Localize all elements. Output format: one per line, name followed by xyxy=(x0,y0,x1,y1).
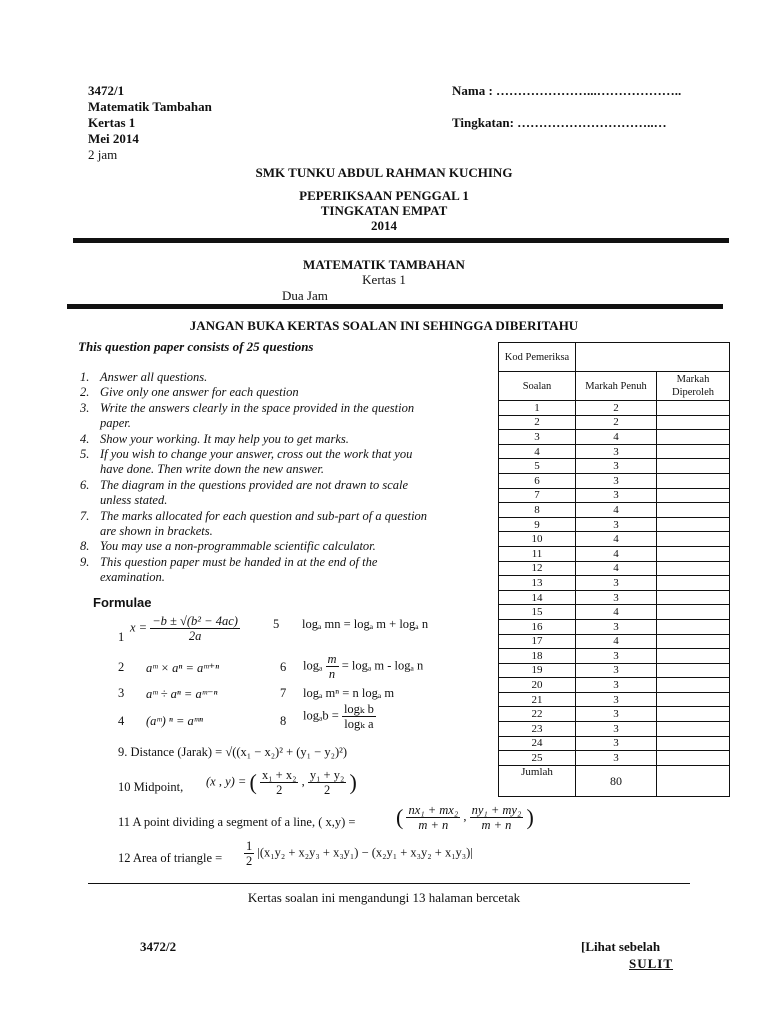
question-number-cell: 3 xyxy=(499,430,576,445)
question-number-cell: 20 xyxy=(499,678,576,693)
total-value-cell: 80 xyxy=(576,765,657,796)
table-row xyxy=(499,605,730,620)
subject-title: MATEMATIK TAMBAHAN xyxy=(303,257,465,272)
formula-2-number: 2 xyxy=(118,660,125,674)
form-field-label: Tingkatan: …………………………..… xyxy=(452,115,667,130)
full-marks-cell: 4 xyxy=(576,634,657,649)
question-number-cell: 10 xyxy=(499,532,576,547)
exam-level: TINGKATAN EMPAT xyxy=(320,203,448,218)
full-marks-cell: 3 xyxy=(576,736,657,751)
page-count-text: Kertas soalan ini mengandungi 13 halaman bercetak xyxy=(247,890,521,905)
paper-info xyxy=(88,83,212,163)
full-marks-cell: 3 xyxy=(576,473,657,488)
full-marks-cell: 3 xyxy=(576,576,657,591)
paper-label: Kertas 1 xyxy=(362,272,406,287)
total-row xyxy=(499,765,730,796)
question-number-cell: 13 xyxy=(499,576,576,591)
paper-subject: Matematik Tambahan xyxy=(88,99,212,114)
exam-title: PEPERIKSAAN PENGGAL 1 xyxy=(299,188,469,203)
paper-number: Kertas 1 xyxy=(88,115,136,130)
obtained-marks-cell[interactable] xyxy=(657,561,730,576)
obtained-marks-cell[interactable] xyxy=(657,634,730,649)
question-number-cell: 4 xyxy=(499,444,576,459)
instruction-item: 5. If you wish to change your answer, cross out the work that you xyxy=(80,447,413,462)
formula-7-number: 7 xyxy=(280,686,287,700)
formula-4: (aᵐ) ⁿ = aᵐⁿ xyxy=(146,714,203,728)
table-row xyxy=(499,707,730,722)
obtained-marks-cell[interactable] xyxy=(657,473,730,488)
question-number-cell: 21 xyxy=(499,692,576,707)
obtained-marks-cell[interactable] xyxy=(657,692,730,707)
full-marks-cell: 4 xyxy=(576,430,657,445)
table-header-row-1 xyxy=(499,343,730,372)
question-number-cell: 18 xyxy=(499,649,576,664)
formula-2: aᵐ × aⁿ = aᵐ⁺ⁿ xyxy=(146,661,220,675)
question-number-cell: 15 xyxy=(499,605,576,620)
full-marks-cell: 3 xyxy=(576,459,657,474)
warning-text: JANGAN BUKA KERTAS SOALAN INI SEHINGGA DIBERITAHU xyxy=(189,318,579,333)
obtained-marks-cell[interactable] xyxy=(657,430,730,445)
table-header-row-2 xyxy=(499,372,730,401)
footer-code: 3472/2 xyxy=(140,939,177,954)
total-obtained-cell[interactable] xyxy=(657,765,730,796)
table-row xyxy=(499,532,730,547)
full-marks-cell: 3 xyxy=(576,722,657,737)
question-number-cell: 12 xyxy=(499,561,576,576)
full-marks-cell: 3 xyxy=(576,707,657,722)
question-number-cell: 25 xyxy=(499,751,576,766)
full-marks-cell: 4 xyxy=(576,546,657,561)
instruction-item: 1. Answer all questions. xyxy=(80,370,208,384)
full-marks-cell: 3 xyxy=(576,517,657,532)
instruction-item: 6. The diagram in the questions provided are not drawn to scale xyxy=(80,477,409,492)
duration-label: Dua Jam xyxy=(282,288,328,303)
question-number-cell: 1 xyxy=(499,401,576,416)
marks-table xyxy=(498,342,730,797)
instruction-item-cont: paper. xyxy=(100,416,131,431)
obtained-marks-cell[interactable] xyxy=(657,401,730,416)
obtained-marks-cell[interactable] xyxy=(657,707,730,722)
instruction-item-cont: are shown in brackets. xyxy=(100,524,213,539)
obtained-marks-cell[interactable] xyxy=(657,503,730,518)
formula-4-number: 4 xyxy=(118,714,125,728)
formula-11-label: 11 A point dividing a segment of a line, ( x,y) = xyxy=(118,815,356,829)
instruction-item: 8. You may use a non-programmable scientific calculator. xyxy=(80,539,376,554)
formulae-heading: Formulae xyxy=(93,595,152,610)
table-row xyxy=(499,488,730,503)
question-number-cell: 19 xyxy=(499,663,576,678)
table-row xyxy=(499,546,730,561)
paper-code: 3472/1 xyxy=(88,83,125,98)
next-page-label: [Lihat sebelah xyxy=(581,939,661,954)
paper-duration: 2 jam xyxy=(88,147,118,162)
table-row xyxy=(499,663,730,678)
header-markah-diperoleh: Markah Diperoleh xyxy=(657,372,730,401)
formula-10-label: 10 Midpoint, xyxy=(118,780,184,794)
table-row xyxy=(499,473,730,488)
question-number-cell: 14 xyxy=(499,590,576,605)
formula-3: aᵐ ÷ aⁿ = aᵐ⁻ⁿ xyxy=(146,687,218,701)
full-marks-cell: 4 xyxy=(576,561,657,576)
full-marks-cell: 3 xyxy=(576,590,657,605)
intro-text: This question paper consists of 25 questions xyxy=(78,339,314,354)
formula-12: $\frac{1}{2}$ |(x₁y₂ + x₂y₃ + x₃y₁) − (x₂y₁ + x₃y₂ + x₁y₃)| xyxy=(246,839,473,868)
obtained-marks-cell[interactable] xyxy=(657,532,730,547)
obtained-marks-cell[interactable] xyxy=(657,605,730,620)
formula-8: logₐb = $\frac{\text{logₖ b}}{\text{logₖ a}}$ xyxy=(303,702,374,731)
obtained-marks-cell[interactable] xyxy=(657,415,730,430)
table-row xyxy=(499,444,730,459)
header-markah-penuh: Markah Penuh xyxy=(576,372,657,401)
table-row xyxy=(499,692,730,707)
table-row xyxy=(499,751,730,766)
formula-12-label: 12 Area of triangle = xyxy=(118,851,223,865)
obtained-marks-cell[interactable] xyxy=(657,444,730,459)
question-number-cell: 7 xyxy=(499,488,576,503)
full-marks-cell: 4 xyxy=(576,503,657,518)
total-label-cell: Jumlah xyxy=(499,765,576,796)
obtained-marks-cell[interactable] xyxy=(657,678,730,693)
obtained-marks-cell[interactable] xyxy=(657,488,730,503)
table-row xyxy=(499,415,730,430)
examiner-code-cell xyxy=(576,343,730,372)
instruction-item-cont: unless stated. xyxy=(100,493,168,508)
formula-6: logₐ $\frac{m}{n}$ = logₐ m - logₐ n xyxy=(303,652,424,681)
table-row xyxy=(499,561,730,576)
obtained-marks-cell[interactable] xyxy=(657,736,730,751)
formula-10: (x , y) = ( $\frac{\text{x₁ + x₂}}{2}$ , $\frac{\text{y₁ + y₂}}{2}$ ) xyxy=(206,768,357,797)
formula-3-number: 3 xyxy=(118,686,125,700)
formula-11: ( $\frac{\text{nx₁ + mx₂}}{m + n}$ , $\frac{\text{ny₁ + my₂}}{m + n}$ ) xyxy=(396,803,534,832)
paper-date: Mei 2014 xyxy=(88,131,139,146)
full-marks-cell: 3 xyxy=(576,751,657,766)
full-marks-cell: 3 xyxy=(576,663,657,678)
instruction-item: 2. Give only one answer for each question xyxy=(80,385,299,400)
table-row xyxy=(499,736,730,751)
table-row xyxy=(499,634,730,649)
question-number-cell: 24 xyxy=(499,736,576,751)
full-marks-cell: 3 xyxy=(576,678,657,693)
obtained-marks-cell[interactable] xyxy=(657,546,730,561)
table-row xyxy=(499,503,730,518)
school-name: SMK TUNKU ABDUL RAHMAN KUCHING xyxy=(255,165,513,180)
obtained-marks-cell[interactable] xyxy=(657,649,730,664)
exam-year: 2014 xyxy=(371,218,397,233)
name-field-label: Nama : …………………...……………….. xyxy=(452,83,682,98)
table-row xyxy=(499,678,730,693)
instructions-list xyxy=(80,370,478,586)
full-marks-cell: 2 xyxy=(576,401,657,416)
divider-middle xyxy=(67,304,723,309)
question-number-cell: 11 xyxy=(499,546,576,561)
obtained-marks-cell[interactable] xyxy=(657,619,730,634)
table-row xyxy=(499,401,730,416)
question-number-cell: 17 xyxy=(499,634,576,649)
table-row xyxy=(499,517,730,532)
full-marks-cell: 3 xyxy=(576,692,657,707)
instruction-item-cont: examination. xyxy=(100,570,165,585)
formula-1-number: 1 xyxy=(118,630,125,644)
footer-divider xyxy=(88,883,690,884)
formula-1: x = $\frac{\text{−b ± √(b² − 4ac)}}{2a}$ xyxy=(130,614,238,643)
divider-top xyxy=(73,238,729,243)
question-number-cell: 5 xyxy=(499,459,576,474)
table-row xyxy=(499,649,730,664)
obtained-marks-cell[interactable] xyxy=(657,663,730,678)
instruction-item: 3. Write the answers clearly in the space provided in the question xyxy=(80,400,415,415)
instruction-item-cont: have done. Then write down the new answer. xyxy=(100,462,324,477)
question-number-cell: 6 xyxy=(499,473,576,488)
obtained-marks-cell[interactable] xyxy=(657,576,730,591)
question-number-cell: 16 xyxy=(499,619,576,634)
full-marks-cell: 3 xyxy=(576,444,657,459)
formula-7: logₐ mⁿ = n logₐ m xyxy=(303,686,395,700)
instruction-item: 4. Show your working. It may help you to get marks. xyxy=(80,431,349,446)
formula-9: 9. Distance (Jarak) = √((x₁ − x₂)² + (y₁ − y₂)²) xyxy=(118,745,348,759)
question-number-cell: 23 xyxy=(499,722,576,737)
obtained-marks-cell[interactable] xyxy=(657,722,730,737)
full-marks-cell: 2 xyxy=(576,415,657,430)
obtained-marks-cell[interactable] xyxy=(657,459,730,474)
formula-8-number: 8 xyxy=(280,714,287,728)
formula-5: logₐ mn = logₐ m + logₐ n xyxy=(302,617,429,631)
sulit-label: SULIT xyxy=(629,956,674,971)
formula-6-number: 6 xyxy=(280,660,287,674)
instruction-item: 7. The marks allocated for each question and sub-part of a question xyxy=(80,508,428,523)
table-row xyxy=(499,430,730,445)
table-row xyxy=(499,459,730,474)
obtained-marks-cell[interactable] xyxy=(657,751,730,766)
obtained-marks-cell[interactable] xyxy=(657,517,730,532)
question-number-cell: 8 xyxy=(499,503,576,518)
table-row xyxy=(499,722,730,737)
formula-5-number: 5 xyxy=(273,617,280,631)
table-row xyxy=(499,576,730,591)
question-number-cell: 22 xyxy=(499,707,576,722)
full-marks-cell: 3 xyxy=(576,649,657,664)
question-number-cell: 2 xyxy=(499,415,576,430)
instruction-item: 9. This question paper must be handed in at the end of the xyxy=(80,554,378,569)
header-kod-pemeriksa: Kod Pemeriksa xyxy=(499,343,576,372)
question-number-cell: 9 xyxy=(499,517,576,532)
full-marks-cell: 4 xyxy=(576,532,657,547)
table-row xyxy=(499,590,730,605)
full-marks-cell: 3 xyxy=(576,488,657,503)
full-marks-cell: 3 xyxy=(576,619,657,634)
header-soalan: Soalan xyxy=(499,372,576,401)
full-marks-cell: 4 xyxy=(576,605,657,620)
table-row xyxy=(499,619,730,634)
obtained-marks-cell[interactable] xyxy=(657,590,730,605)
